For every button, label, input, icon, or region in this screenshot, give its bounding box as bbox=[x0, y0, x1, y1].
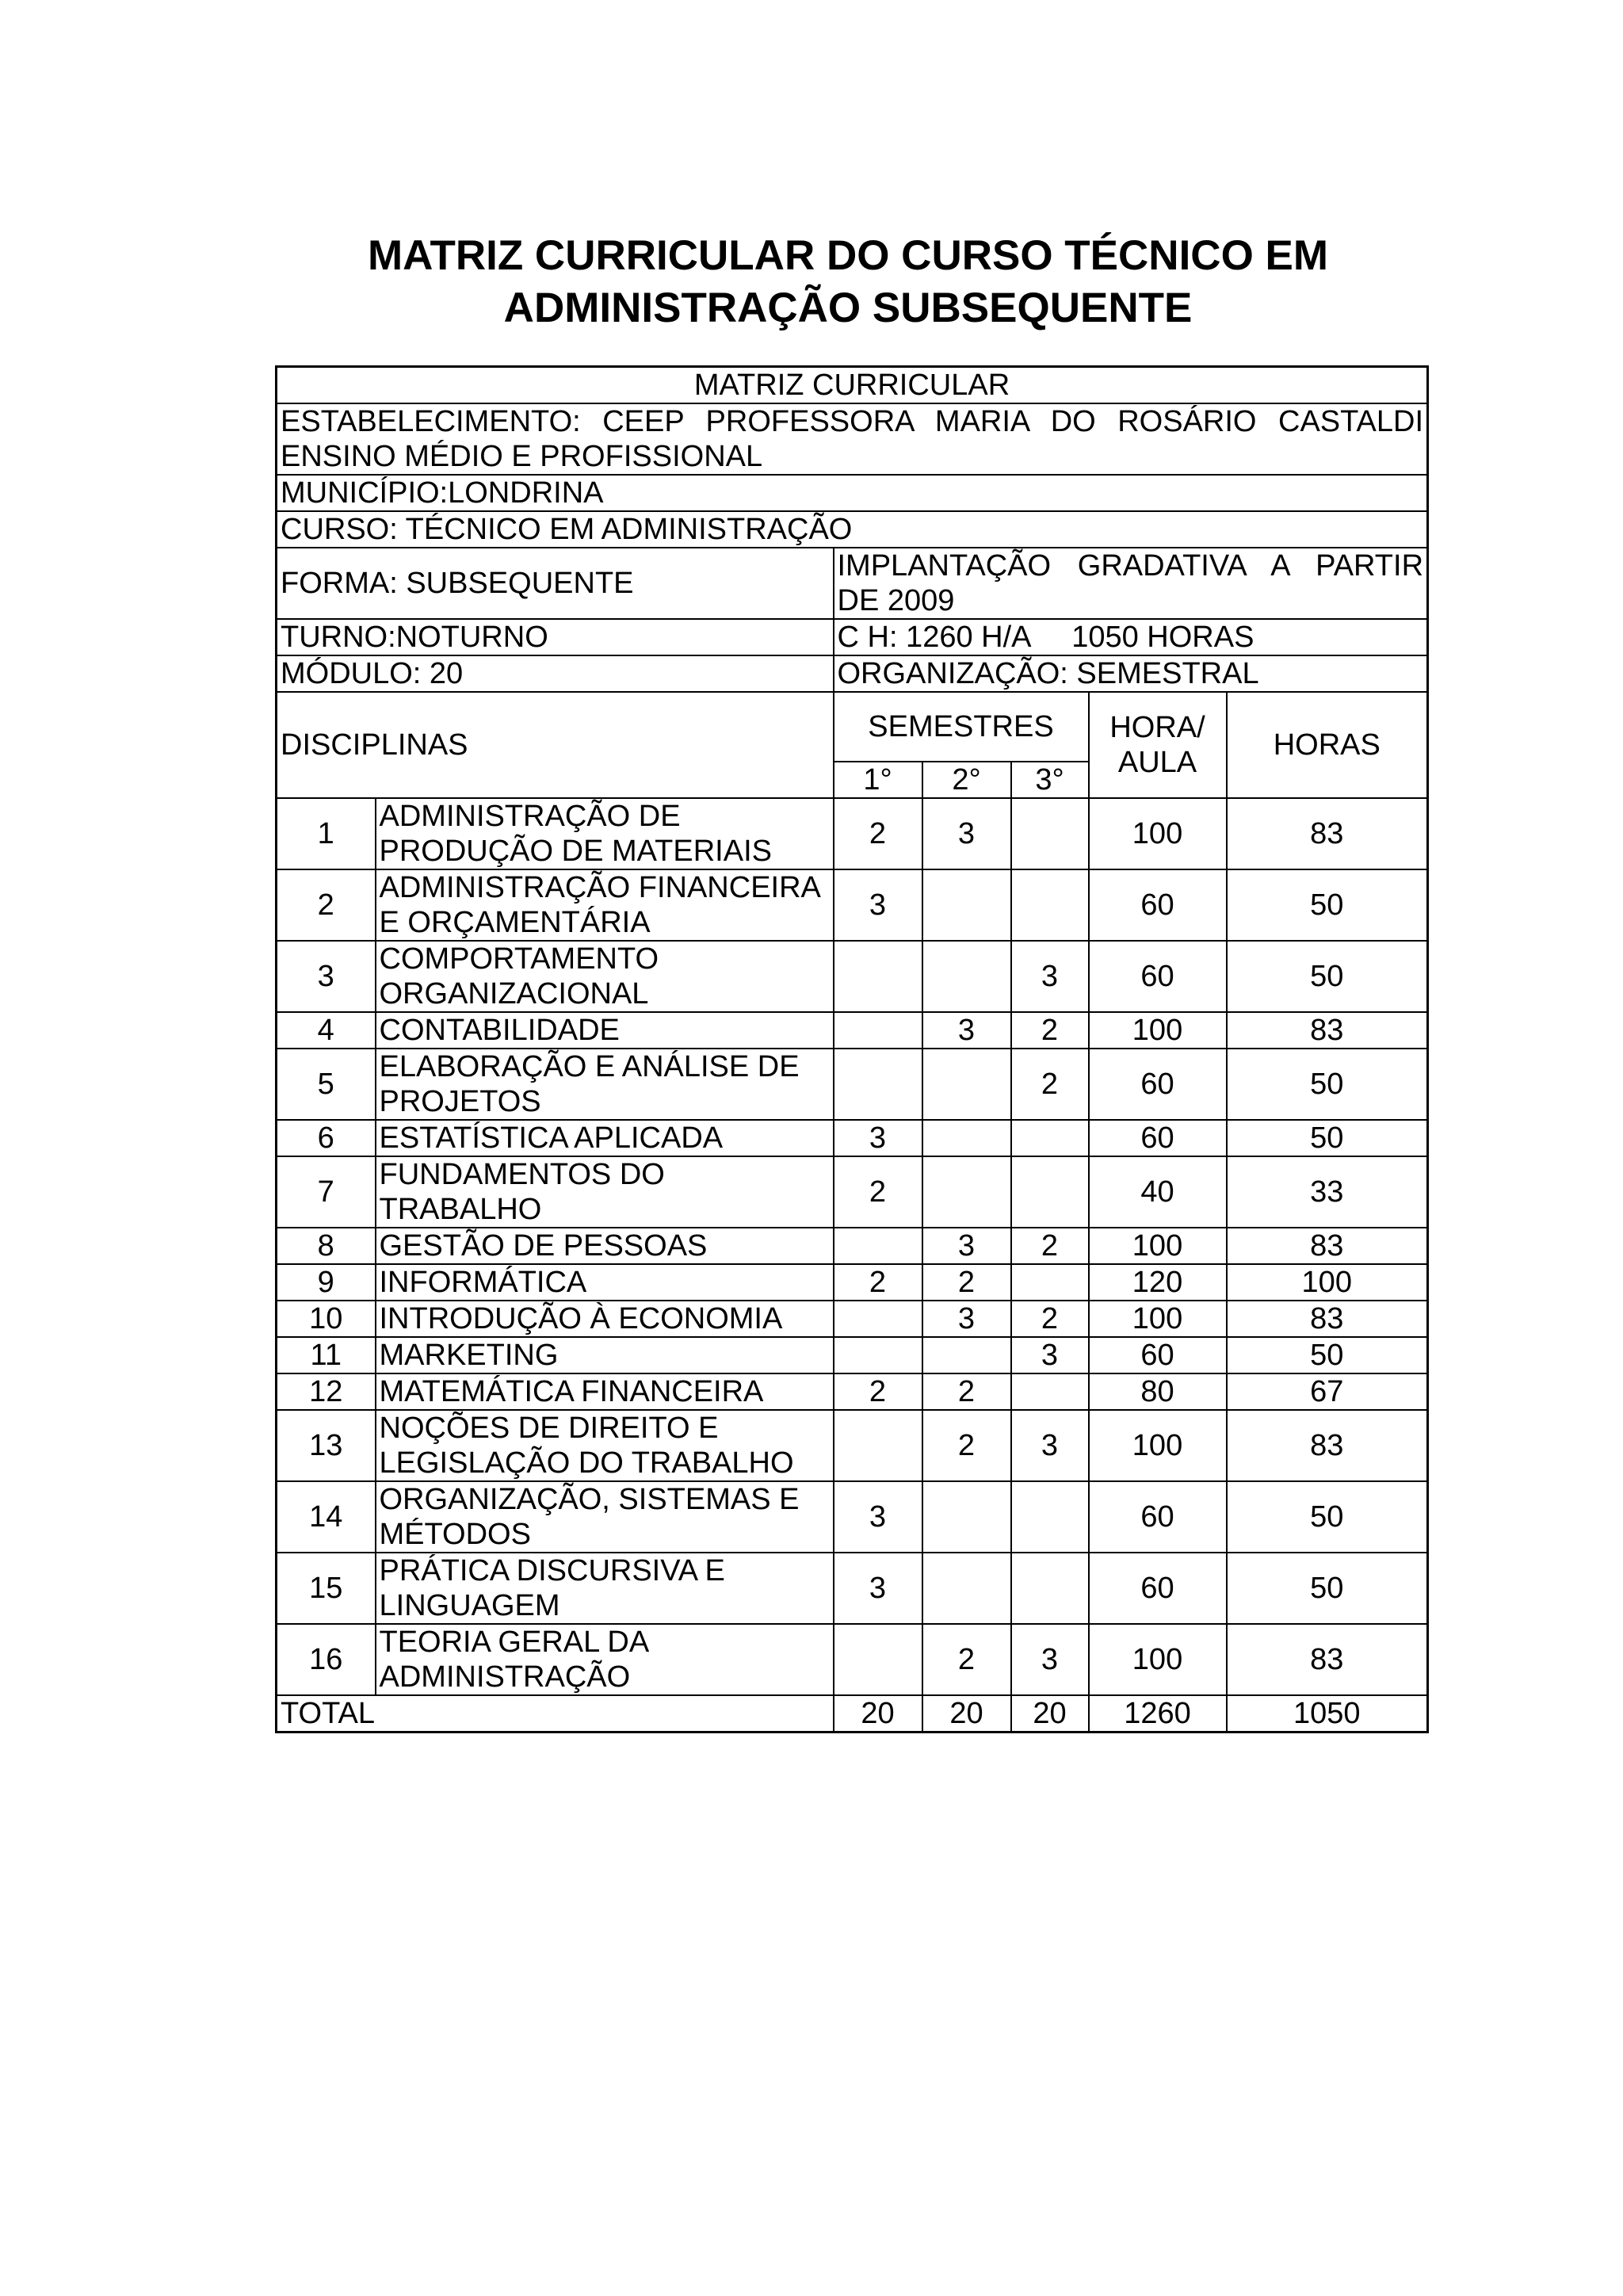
discipline-name-line-2: PROJETOS bbox=[379, 1085, 541, 1118]
form-row bbox=[277, 548, 1428, 619]
class-hours-line-1: HORA/ bbox=[1109, 711, 1205, 744]
semester-2-value bbox=[922, 1481, 1011, 1553]
class-hours-value: 80 bbox=[1089, 1373, 1227, 1410]
hours-value: 83 bbox=[1227, 1301, 1428, 1337]
class-hours-value: 60 bbox=[1089, 1120, 1227, 1156]
table-row bbox=[277, 1337, 1428, 1373]
semester-3-value: 2 bbox=[1011, 1301, 1089, 1337]
table-row bbox=[277, 1624, 1428, 1695]
establishment-row bbox=[277, 403, 1428, 475]
discipline-name-line-1: ADMINISTRAÇÃO FINANCEIRA bbox=[379, 871, 821, 904]
semester-1-value: 3 bbox=[834, 1553, 922, 1624]
disciplines-header: DISCIPLINAS bbox=[277, 692, 834, 798]
semester-3-value bbox=[1011, 869, 1089, 941]
semester-3-value: 2 bbox=[1011, 1228, 1089, 1264]
semester-3-value bbox=[1011, 1481, 1089, 1553]
discipline-number: 15 bbox=[277, 1553, 376, 1624]
hours-value: 50 bbox=[1227, 1120, 1428, 1156]
discipline-name-line-1: FUNDAMENTOS DO bbox=[379, 1158, 665, 1191]
discipline-name: MARKETING bbox=[376, 1337, 834, 1373]
discipline-name-line-2: PRODUÇÃO DE MATERIAIS bbox=[379, 835, 772, 868]
semester-2-value bbox=[922, 1156, 1011, 1228]
implementation-line-2: DE 2009 bbox=[837, 584, 955, 617]
table-row bbox=[277, 1228, 1428, 1264]
workload: C H: 1260 H/A 1050 HORAS bbox=[834, 619, 1428, 655]
semester-2-value: 2 bbox=[922, 1373, 1011, 1410]
semester-1-value: 2 bbox=[834, 1373, 922, 1410]
semester-1-value bbox=[834, 1012, 922, 1049]
discipline-number: 2 bbox=[277, 869, 376, 941]
curriculum-table bbox=[275, 365, 1429, 1733]
semester-3-value: 3 bbox=[1011, 941, 1089, 1012]
table-row bbox=[277, 1410, 1428, 1481]
semester-2-header: 2° bbox=[922, 762, 1011, 798]
semester-2-value bbox=[922, 1120, 1011, 1156]
discipline-name-line-2: TRABALHO bbox=[379, 1193, 542, 1226]
discipline-name: ESTATÍSTICA APLICADA bbox=[376, 1120, 834, 1156]
discipline-name: INFORMÁTICA bbox=[376, 1264, 834, 1301]
semester-1-value bbox=[834, 1049, 922, 1120]
discipline-name-line-2: LEGISLAÇÃO DO TRABALHO bbox=[379, 1446, 794, 1480]
table-row bbox=[277, 1301, 1428, 1337]
discipline-name: INTRODUÇÃO À ECONOMIA bbox=[376, 1301, 834, 1337]
semester-2-value: 3 bbox=[922, 1012, 1011, 1049]
discipline-name-line-1: TEORIA GERAL DA bbox=[379, 1626, 650, 1659]
class-hours-value: 120 bbox=[1089, 1264, 1227, 1301]
hours-value: 50 bbox=[1227, 1481, 1428, 1553]
semester-3-value bbox=[1011, 1373, 1089, 1410]
semester-1-value: 2 bbox=[834, 1264, 922, 1301]
discipline-name bbox=[376, 1156, 834, 1228]
semester-2-value bbox=[922, 941, 1011, 1012]
hours-value: 100 bbox=[1227, 1264, 1428, 1301]
semester-2-value: 3 bbox=[922, 1301, 1011, 1337]
module-row bbox=[277, 655, 1428, 692]
shift: TURNO:NOTURNO bbox=[277, 619, 834, 655]
class-hours-value: 100 bbox=[1089, 798, 1227, 869]
discipline-name-line-2: ORGANIZACIONAL bbox=[379, 977, 649, 1010]
table-row bbox=[277, 1012, 1428, 1049]
discipline-name-line-1: NOÇÕES DE DIREITO E bbox=[379, 1412, 719, 1445]
class-hours-value: 60 bbox=[1089, 1553, 1227, 1624]
discipline-name bbox=[376, 798, 834, 869]
hours-value: 83 bbox=[1227, 798, 1428, 869]
class-hours-value: 60 bbox=[1089, 941, 1227, 1012]
discipline-number: 14 bbox=[277, 1481, 376, 1553]
course: CURSO: TÉCNICO EM ADMINISTRAÇÃO bbox=[277, 511, 1428, 548]
discipline-number: 6 bbox=[277, 1120, 376, 1156]
page-title bbox=[0, 230, 1623, 334]
total-row bbox=[277, 1695, 1428, 1733]
semester-1-value bbox=[834, 1228, 922, 1264]
semester-1-value: 3 bbox=[834, 1120, 922, 1156]
table-row bbox=[277, 941, 1428, 1012]
semester-3-value: 2 bbox=[1011, 1049, 1089, 1120]
discipline-number: 7 bbox=[277, 1156, 376, 1228]
discipline-number: 4 bbox=[277, 1012, 376, 1049]
semester-2-value bbox=[922, 1553, 1011, 1624]
table-row bbox=[277, 1049, 1428, 1120]
class-hours-value: 100 bbox=[1089, 1012, 1227, 1049]
semester-2-value: 3 bbox=[922, 1228, 1011, 1264]
semester-3-value: 2 bbox=[1011, 1012, 1089, 1049]
semester-1-value: 2 bbox=[834, 1156, 922, 1228]
table-row bbox=[277, 1481, 1428, 1553]
discipline-name: CONTABILIDADE bbox=[376, 1012, 834, 1049]
discipline-name-line-1: ADMINISTRAÇÃO DE bbox=[379, 800, 681, 833]
semester-1-value: 3 bbox=[834, 1481, 922, 1553]
semester-3-value bbox=[1011, 1156, 1089, 1228]
semester-2-value bbox=[922, 1049, 1011, 1120]
table-row bbox=[277, 1373, 1428, 1410]
discipline-number: 11 bbox=[277, 1337, 376, 1373]
discipline-number: 1 bbox=[277, 798, 376, 869]
organization: ORGANIZAÇÃO: SEMESTRAL bbox=[834, 655, 1428, 692]
semester-3-value: 3 bbox=[1011, 1337, 1089, 1373]
matrix-label: MATRIZ CURRICULAR bbox=[277, 367, 1428, 404]
semester-3-value bbox=[1011, 1553, 1089, 1624]
discipline-name bbox=[376, 1049, 834, 1120]
semester-2-value: 2 bbox=[922, 1410, 1011, 1481]
class-hours-value: 60 bbox=[1089, 1049, 1227, 1120]
semester-1-value bbox=[834, 1410, 922, 1481]
semester-1-value bbox=[834, 941, 922, 1012]
hours-value: 50 bbox=[1227, 1049, 1428, 1120]
class-hours-value: 100 bbox=[1089, 1228, 1227, 1264]
title-line-1: MATRIZ CURRICULAR DO CURSO TÉCNICO EM bbox=[367, 232, 1329, 279]
discipline-number: 9 bbox=[277, 1264, 376, 1301]
hours-value: 67 bbox=[1227, 1373, 1428, 1410]
table-row bbox=[277, 1120, 1428, 1156]
semester-1-value bbox=[834, 1337, 922, 1373]
class-hours-value: 60 bbox=[1089, 1337, 1227, 1373]
title-line-2: ADMINISTRAÇÃO SUBSEQUENTE bbox=[503, 285, 1193, 331]
semester-1-value bbox=[834, 1624, 922, 1695]
discipline-name-line-1: ORGANIZAÇÃO, SISTEMAS E bbox=[379, 1483, 800, 1516]
semester-3-value: 3 bbox=[1011, 1624, 1089, 1695]
hours-value: 50 bbox=[1227, 941, 1428, 1012]
discipline-number: 10 bbox=[277, 1301, 376, 1337]
matrix-label-row bbox=[277, 367, 1428, 404]
discipline-name bbox=[376, 1410, 834, 1481]
hours-value: 83 bbox=[1227, 1410, 1428, 1481]
column-header-row bbox=[277, 692, 1428, 762]
discipline-name bbox=[376, 1553, 834, 1624]
discipline-name bbox=[376, 1624, 834, 1695]
semester-3-value: 3 bbox=[1011, 1410, 1089, 1481]
class-hours-value: 100 bbox=[1089, 1624, 1227, 1695]
discipline-name: MATEMÁTICA FINANCEIRA bbox=[376, 1373, 834, 1410]
semester-1-value bbox=[834, 1301, 922, 1337]
municipality-row bbox=[277, 475, 1428, 511]
table-row bbox=[277, 869, 1428, 941]
discipline-name bbox=[376, 941, 834, 1012]
class-hours-header bbox=[1089, 692, 1227, 798]
semester-3-value bbox=[1011, 1120, 1089, 1156]
discipline-name-line-2: E ORÇAMENTÁRIA bbox=[379, 906, 651, 939]
semester-3-header: 3° bbox=[1011, 762, 1089, 798]
semester-3-value bbox=[1011, 798, 1089, 869]
semester-3-value bbox=[1011, 1264, 1089, 1301]
discipline-name-line-2: MÉTODOS bbox=[379, 1518, 531, 1551]
table-row bbox=[277, 1156, 1428, 1228]
table-row bbox=[277, 798, 1428, 869]
discipline-name-line-2: LINGUAGEM bbox=[379, 1589, 560, 1622]
hours-value: 50 bbox=[1227, 1337, 1428, 1373]
hours-value: 33 bbox=[1227, 1156, 1428, 1228]
discipline-number: 16 bbox=[277, 1624, 376, 1695]
hours-value: 83 bbox=[1227, 1012, 1428, 1049]
total-hours: 1050 bbox=[1227, 1695, 1428, 1733]
hours-header: HORAS bbox=[1227, 692, 1428, 798]
discipline-name-line-1: ELABORAÇÃO E ANÁLISE DE bbox=[379, 1050, 800, 1083]
semester-1-value: 3 bbox=[834, 869, 922, 941]
discipline-number: 8 bbox=[277, 1228, 376, 1264]
class-hours-value: 100 bbox=[1089, 1410, 1227, 1481]
discipline-name-line-2: ADMINISTRAÇÃO bbox=[379, 1660, 631, 1694]
discipline-name: GESTÃO DE PESSOAS bbox=[376, 1228, 834, 1264]
discipline-name-line-1: COMPORTAMENTO bbox=[379, 942, 659, 976]
discipline-number: 13 bbox=[277, 1410, 376, 1481]
establishment-line-1: ESTABELECIMENTO: CEEP PROFESSORA MARIA DO ROSÁRIO CASTALDI bbox=[281, 405, 1424, 438]
semester-2-value: 2 bbox=[922, 1624, 1011, 1695]
semester-1-value: 2 bbox=[834, 798, 922, 869]
total-semester-2: 20 bbox=[922, 1695, 1011, 1733]
hours-value: 83 bbox=[1227, 1624, 1428, 1695]
total-semester-3: 20 bbox=[1011, 1695, 1089, 1733]
shift-row bbox=[277, 619, 1428, 655]
total-label: TOTAL bbox=[277, 1695, 834, 1733]
class-hours-value: 40 bbox=[1089, 1156, 1227, 1228]
discipline-number: 5 bbox=[277, 1049, 376, 1120]
semester-2-value: 3 bbox=[922, 798, 1011, 869]
total-semester-1: 20 bbox=[834, 1695, 922, 1733]
table-row bbox=[277, 1553, 1428, 1624]
municipality: MUNICÍPIO:LONDRINA bbox=[277, 475, 1428, 511]
discipline-name-line-1: PRÁTICA DISCURSIVA E bbox=[379, 1554, 725, 1587]
semester-1-header: 1° bbox=[834, 762, 922, 798]
hours-value: 83 bbox=[1227, 1228, 1428, 1264]
form: FORMA: SUBSEQUENTE bbox=[277, 548, 834, 619]
class-hours-line-2: AULA bbox=[1117, 746, 1197, 779]
table-row bbox=[277, 1264, 1428, 1301]
semester-2-value: 2 bbox=[922, 1264, 1011, 1301]
semester-2-value bbox=[922, 1337, 1011, 1373]
establishment-cell bbox=[277, 403, 1428, 475]
module: MÓDULO: 20 bbox=[277, 655, 834, 692]
hours-value: 50 bbox=[1227, 1553, 1428, 1624]
total-class-hours: 1260 bbox=[1089, 1695, 1227, 1733]
class-hours-value: 60 bbox=[1089, 869, 1227, 941]
discipline-name bbox=[376, 1481, 834, 1553]
establishment-line-2: ENSINO MÉDIO E PROFISSIONAL bbox=[281, 440, 763, 473]
class-hours-value: 100 bbox=[1089, 1301, 1227, 1337]
discipline-number: 3 bbox=[277, 941, 376, 1012]
hours-value: 50 bbox=[1227, 869, 1428, 941]
class-hours-value: 60 bbox=[1089, 1481, 1227, 1553]
discipline-number: 12 bbox=[277, 1373, 376, 1410]
semester-2-value bbox=[922, 869, 1011, 941]
discipline-name bbox=[376, 869, 834, 941]
semesters-header: SEMESTRES bbox=[834, 692, 1089, 762]
implementation-cell bbox=[834, 548, 1428, 619]
implementation-line-1: IMPLANTAÇÃO GRADATIVA A PARTIR bbox=[837, 549, 1424, 583]
course-row bbox=[277, 511, 1428, 548]
